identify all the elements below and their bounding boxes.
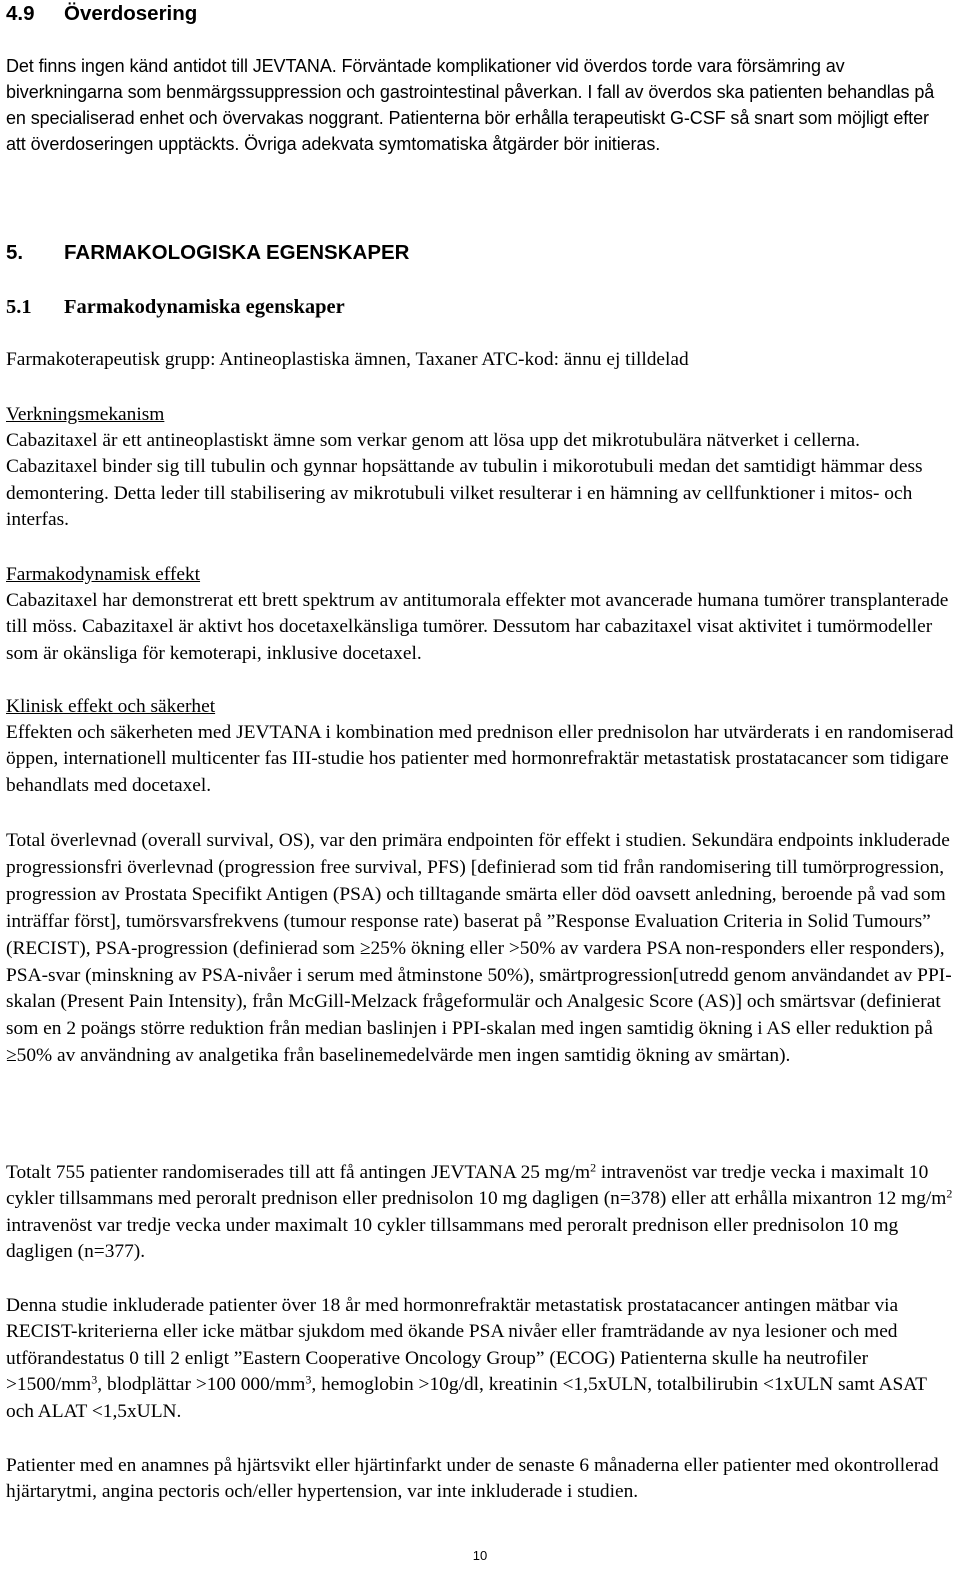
section-4-9-heading <box>6 2 197 26</box>
mechanism-heading: Verkningsmekanism <box>6 404 165 425</box>
section-number: 5.1 <box>6 296 32 318</box>
section-number: 5. <box>6 241 24 264</box>
section-title: FARMAKOLOGISKA EGENSKAPER <box>64 241 410 264</box>
section-title: Överdosering <box>64 2 198 25</box>
clinical-efficacy-paragraph: Effekten och säkerheten med JEVTANA i kombination med prednison eller prednisolon har utvärderats i en randomiserad öppen, internationell multicenter fas III-studie hos patienter med hormonrefraktär metastatisk prostatacancer som tidigare behandlats med docetaxel. <box>6 722 954 796</box>
mechanism-paragraph: Cabazitaxel är ett antineoplastiskt ämne som verkar genom att lösa upp det mikrotubulära nätverket i cellerna. Cabazitaxel binder sig till tubulin och gynnar hopsättande av tubulin i mikorotubuli medan det samtidigt hämmar dess demontering. Detta leder till stabilisering av mikrotubuli vilket resulterar i en hämning av cellfunktioner i mitos- och interfas. <box>6 430 923 531</box>
section-title: Farmakodynamiska egenskaper <box>64 296 345 318</box>
pharmacodynamic-effect-heading: Farmakodynamisk effekt <box>6 564 201 585</box>
section-5-heading <box>6 241 410 265</box>
inclusion-criteria-paragraph: Denna studie inkluderade patienter över 18 år med hormonrefraktär metastatisk prostatacancer antingen mätbar via RECIST-kriterierna eller icke mätbar sjukdom med ökande PSA nivåer eller framträdande av nya lesioner och med utförandestatus 0 till 2 enligt ”Eastern Cooperative Oncology Group” (ECOG) Patienterna skulle ha neutrofiler $>1500/mm^3$, blodplättar >100 $000/mm^3$, hemoglobin >10g/dl, kreatinin <1,5xULN, totalbilirubin <1xULN samt ASAT och ALAT <1,5xULN. <box>6 1295 927 1422</box>
endpoints-paragraph: Total överlevnad (overall survival, OS), var den primära endpointen för effekt i studien. Sekundära endpoints inkluderade progressionsfri överlevnad (progression free survival, PFS) [definierad som tid från randomisering till tumörprogression, progression av Prostata Specifikt Antigen (PSA) och tilltagande smärta eller död oavsett anledning, beroende på vad som inträffar först], tumörsvarsfrekvens (tumour response rate) baserat på ”Response Evaluation Criteria in Solid Tumours” (RECIST), PSA-progression (definierad som ≥25% ökning eller >50% av vardera PSA non-responders eller responders), PSA-svar (minskning av PSA-nivåer i serum med åtminstone 50%), smärtprogression[utredd genom användandet av PPI-skalan (Present Pain Intensity), från McGill-Melzack frågeformulär och Analgesic Score (AS)] och smärtsvar (definierat som en 2 poängs större reduktion från median baslinjen i PPI-skalan med ingen samtidig ökning i AS eller reduktion på ≥50% av användning av analgetika från baselinemedelvärde men ingen samtidig ökning av smärtan). <box>6 830 952 1067</box>
overdose-paragraph: Det finns ingen känd antidot till JEVTANA. Förväntade komplikationer vid överdos torde vara försämring av biverkningarna som benmärgssuppression och gastrointestinal påverkan. I fall av överdos ska patienten behandlas på en specialiserad enhet och övervakas noggrant. Patienterna bör erhålla terapeutiskt G-CSF så snart som möjligt efter att överdoseringen upptäckts. Övriga adekvata symtomatiska åtgärder bör initieras. <box>6 56 935 154</box>
therapeutic-group-line: Farmakoterapeutisk grupp: Antineoplastiska ämnen, Taxaner ATC-kod: ännu ej tilldelad <box>6 349 689 370</box>
section-5-1-heading <box>6 296 345 319</box>
page-number: 10 <box>472 1548 488 1563</box>
section-number: 4.9 <box>6 2 35 25</box>
pharmacodynamic-effect-paragraph: Cabazitaxel har demonstrerat ett brett spektrum av antitumorala effekter mot avancerade humana tumörer transplanterade till möss. Cabazitaxel är aktivt hos docetaxelkänsliga tumörer. Dessutom har cabazitaxel visat aktivitet i tumörmodeller som är okänsliga för kemoterapi, inklusive docetaxel. <box>6 590 949 664</box>
randomisation-paragraph: Totalt 755 patienter randomiserades till att få antingen JEVTANA 25 $mg/m^2$ intravenöst var tredje vecka i maximalt 10 cykler tillsammans med peroralt prednison eller prednisolon 10 mg dagligen (n=378) eller att erhålla mixantron 12 $mg/m^2$ intravenöst var tredje vecka under maximalt 10 cykler tillsammans med peroralt prednison eller prednisolon 10 mg dagligen (n=377). <box>6 1160 953 1263</box>
exclusion-criteria-paragraph: Patienter med en anamnes på hjärtsvikt eller hjärtinfarkt under de senaste 6 månaderna eller patienter med okontrollerad hjärtarytmi, angina pectoris och/eller hypertension, var inte inkluderade i studien. <box>6 1455 939 1503</box>
clinical-efficacy-heading: Klinisk effekt och säkerhet <box>6 696 216 717</box>
